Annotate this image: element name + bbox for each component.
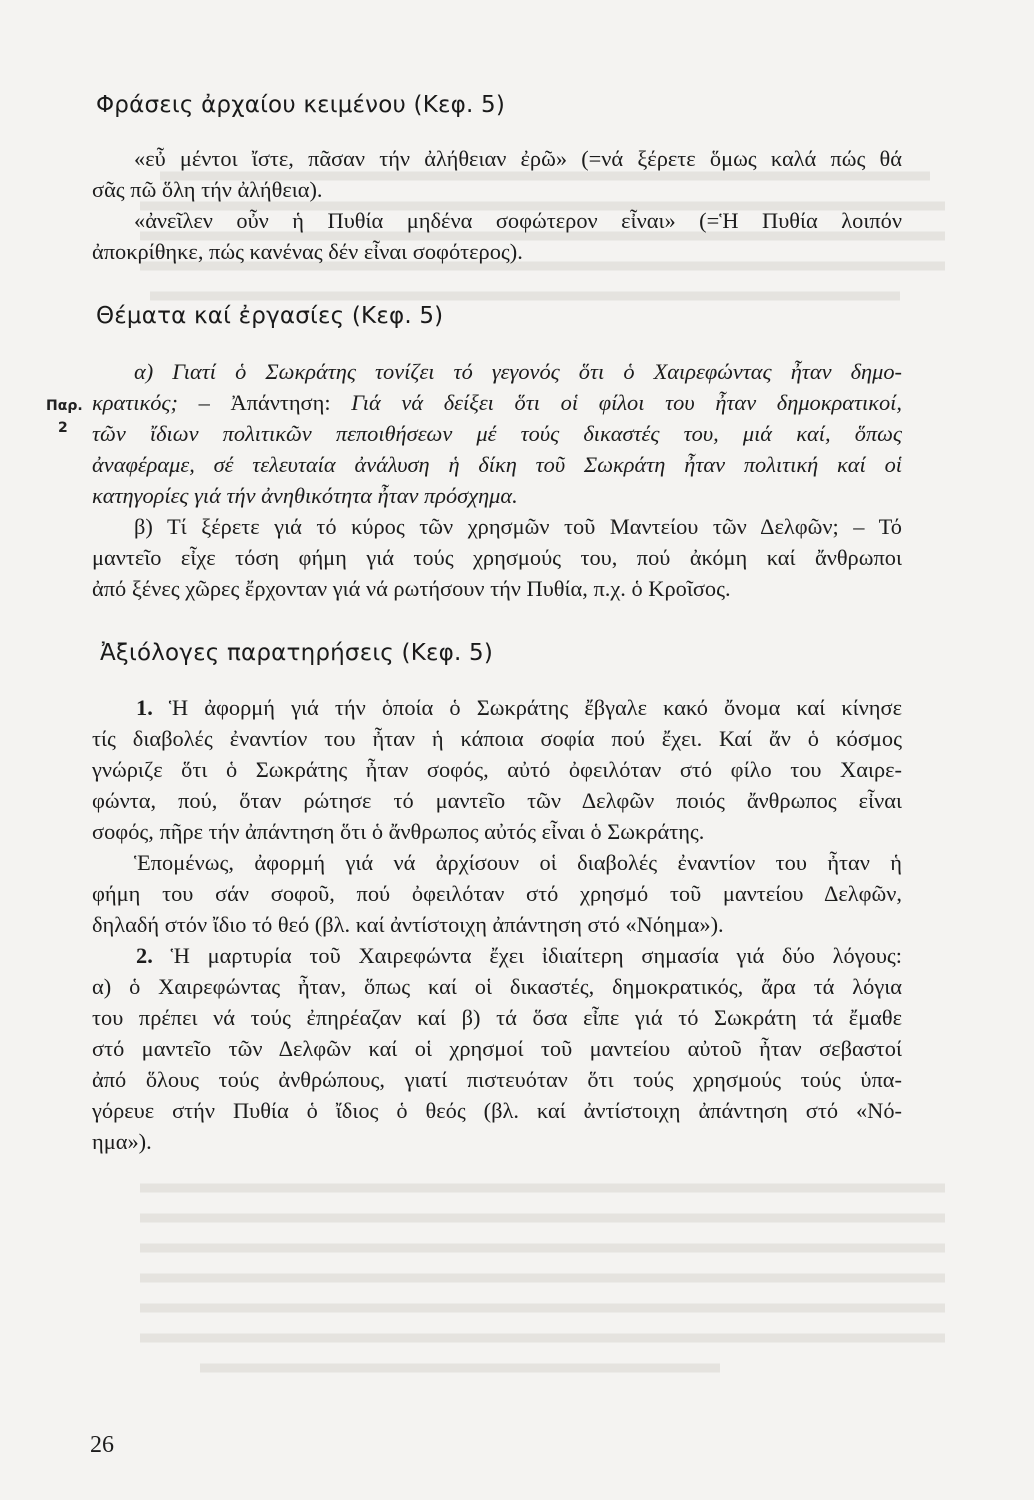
question-a-line-2 xyxy=(92,387,902,418)
section-heading-phrases: Φράσεις ἀρχαίου κειμένου (Κεφ. 5) xyxy=(96,92,506,118)
answer-a-text-1: Γιά νά δείξει ὅτι οἱ φίλοι του ἦταν δημοκρατικοί, xyxy=(351,390,902,415)
remark-2-line-6: γόρευε στήν Πυθία ὁ ἴδιος ὁ θεός (βλ. καί ἀντίστοιχη ἀπάντηση στό «Νό- xyxy=(92,1098,902,1123)
phrase-line-4: ἀποκρίθηκε, πώς κανένας δέν εἶναι σοφότερος). xyxy=(92,239,523,264)
section-heading-topics: Θέματα καί ἐργασίες (Κεφ. 5) xyxy=(96,303,444,329)
question-b-line-2: μαντεῖο εἶχε τόση φήμη γιά τούς χρησμούς του, πού ἀκόμη καί ἄνθρωποι xyxy=(92,545,902,570)
remark-2-line-5: ἀπό ὅλους τούς ἀνθρώπους, γιατί πιστευόταν ὅτι τούς χρησμούς τούς ὑπα- xyxy=(92,1067,902,1092)
remark-2-line-3: του πρέπει νά τούς ἐπηρέαζαν καί β) τά ὅσα εἶπε γιά τό Σωκράτη τά ἔμαθε xyxy=(92,1005,902,1030)
remarks-block xyxy=(92,692,902,1157)
phrase-line-2: σᾶς πῶ ὅλη τήν ἀλήθεια). xyxy=(92,177,323,202)
answer-a-line-3: τῶν ἴδιων πολιτικῶν πεποιθήσεων μέ τούς δικαστές του, μιά καί, ὅπως xyxy=(92,421,902,446)
remark-1-cont-line-1: Ἑπομένως, ἀφορμή γιά νά ἀρχίσουν οἱ διαβολές ἐναντίον του ἦταν ἡ xyxy=(134,850,902,875)
remark-2-text-1: Ἡ μαρτυρία τοῦ Χαιρεφώντα ἔχει ἰδιαίτερη σημασία γιά δύο λόγους: xyxy=(152,943,902,968)
margin-note-number: 2 xyxy=(58,420,68,436)
answer-a-line-4: ἀναφέραμε, σέ τελευταία ἀνάλυση ἡ δίκη τοῦ Σωκράτη ἦταν πολιτική καί οἱ xyxy=(92,452,902,477)
remark-2-line-2: α) ὁ Χαιρεφώντας ἦταν, ὅπως καί οἱ δικαστές, δημοκρατικός, ἄρα τά λόγια xyxy=(92,974,902,999)
question-a-text-1: Γιατί ὁ Σωκράτης τονίζει τό γεγονός ὅτι ὁ Χαιρεφώντας ἦταν δημο- xyxy=(172,359,902,384)
remark-1-line-4: φώντα, πού, ὅταν ρώτησε τό μαντεῖο τῶν Δελφῶν ποιός ἄνθρωπος εἶναι xyxy=(92,788,902,813)
phrase-line-3: «ἀνεῖλεν οὖν ἡ Πυθία μηδένα σοφώτερον εἶναι» (=Ἡ Πυθία λοιπόν xyxy=(134,208,902,233)
remark-1-line-5: σοφός, πῆρε τήν ἀπάντηση ὅτι ὁ ἄνθρωπος αὐτός εἶναι ὁ Σωκράτης. xyxy=(92,819,705,844)
remark-1-text-1: Ἡ ἀφορμή γιά τήν ὁποία ὁ Σωκράτης ἔβγαλε κακό ὄνομα καί κίνησε xyxy=(152,695,902,720)
remark-1-line-3: γνώριζε ὅτι ὁ Σωκράτης ἦταν σοφός, αὐτό ὀφειλόταν στό φίλο του Χαιρε- xyxy=(92,757,902,782)
remark-2-line-4: στό μαντεῖο τῶν Δελφῶν καί οἱ χρησμοί τοῦ μαντείου αὐτοῦ ἦταν σεβαστοί xyxy=(92,1036,902,1061)
margin-note-label: Παρ. xyxy=(46,398,83,414)
remark-1-line-1 xyxy=(92,692,902,723)
margin-note-paragraph xyxy=(46,395,83,439)
phrases-block xyxy=(92,143,902,267)
phrase-line-1: «εὖ μέντοι ἴστε, πᾶσαν τήν ἀλήθειαν ἐρῶ» (=νά ξέρετε ὅμως καλά πώς θά xyxy=(134,146,902,171)
answer-a-line-5: κατηγορίες γιά τήν ἀνηθικότητα ἦταν πρόσχημα. xyxy=(92,483,518,508)
question-a-text-2: κρατικός; xyxy=(92,390,178,415)
question-b-line-3: ἀπό ξένες χῶρες ἔρχονταν γιά νά ρωτήσουν τήν Πυθία, π.χ. ὁ Κροῖσος. xyxy=(92,576,731,601)
remark-1-number: 1. xyxy=(136,695,153,720)
page-number: 26 xyxy=(90,1432,114,1458)
remark-2-number: 2. xyxy=(136,943,153,968)
remark-1-cont-line-3: δηλαδή στόν ἴδιο τό θεό (βλ. καί ἀντίστοιχη ἀπάντηση στό «Νόημα»). xyxy=(92,912,724,937)
question-b-line-1: β) Τί ξέρετε γιά τό κύρος τῶν χρησμῶν τοῦ Μαντείου τῶν Δελφῶν; – Τό xyxy=(134,514,902,539)
remark-1-cont-line-2: φήμη του σάν σοφοῦ, πού ὀφειλόταν στό χρησμό τοῦ μαντείου Δελφῶν, xyxy=(92,881,902,906)
topics-block xyxy=(92,356,902,604)
answer-label: – Ἀπάντηση: xyxy=(177,390,352,415)
remark-1-line-2: τίς διαβολές ἐναντίον του ἦταν ἡ κάποια σοφία πού ἔχει. Καί ἄν ὁ κόσμος xyxy=(92,726,902,751)
remark-2-line-1 xyxy=(92,940,902,971)
question-a-line-1 xyxy=(92,356,902,387)
section-heading-remarks: Ἀξιόλογες παρατηρήσεις (Κεφ. 5) xyxy=(100,640,494,666)
remark-2-line-7: ημα»). xyxy=(92,1129,152,1154)
question-a-label: α) xyxy=(134,359,173,384)
